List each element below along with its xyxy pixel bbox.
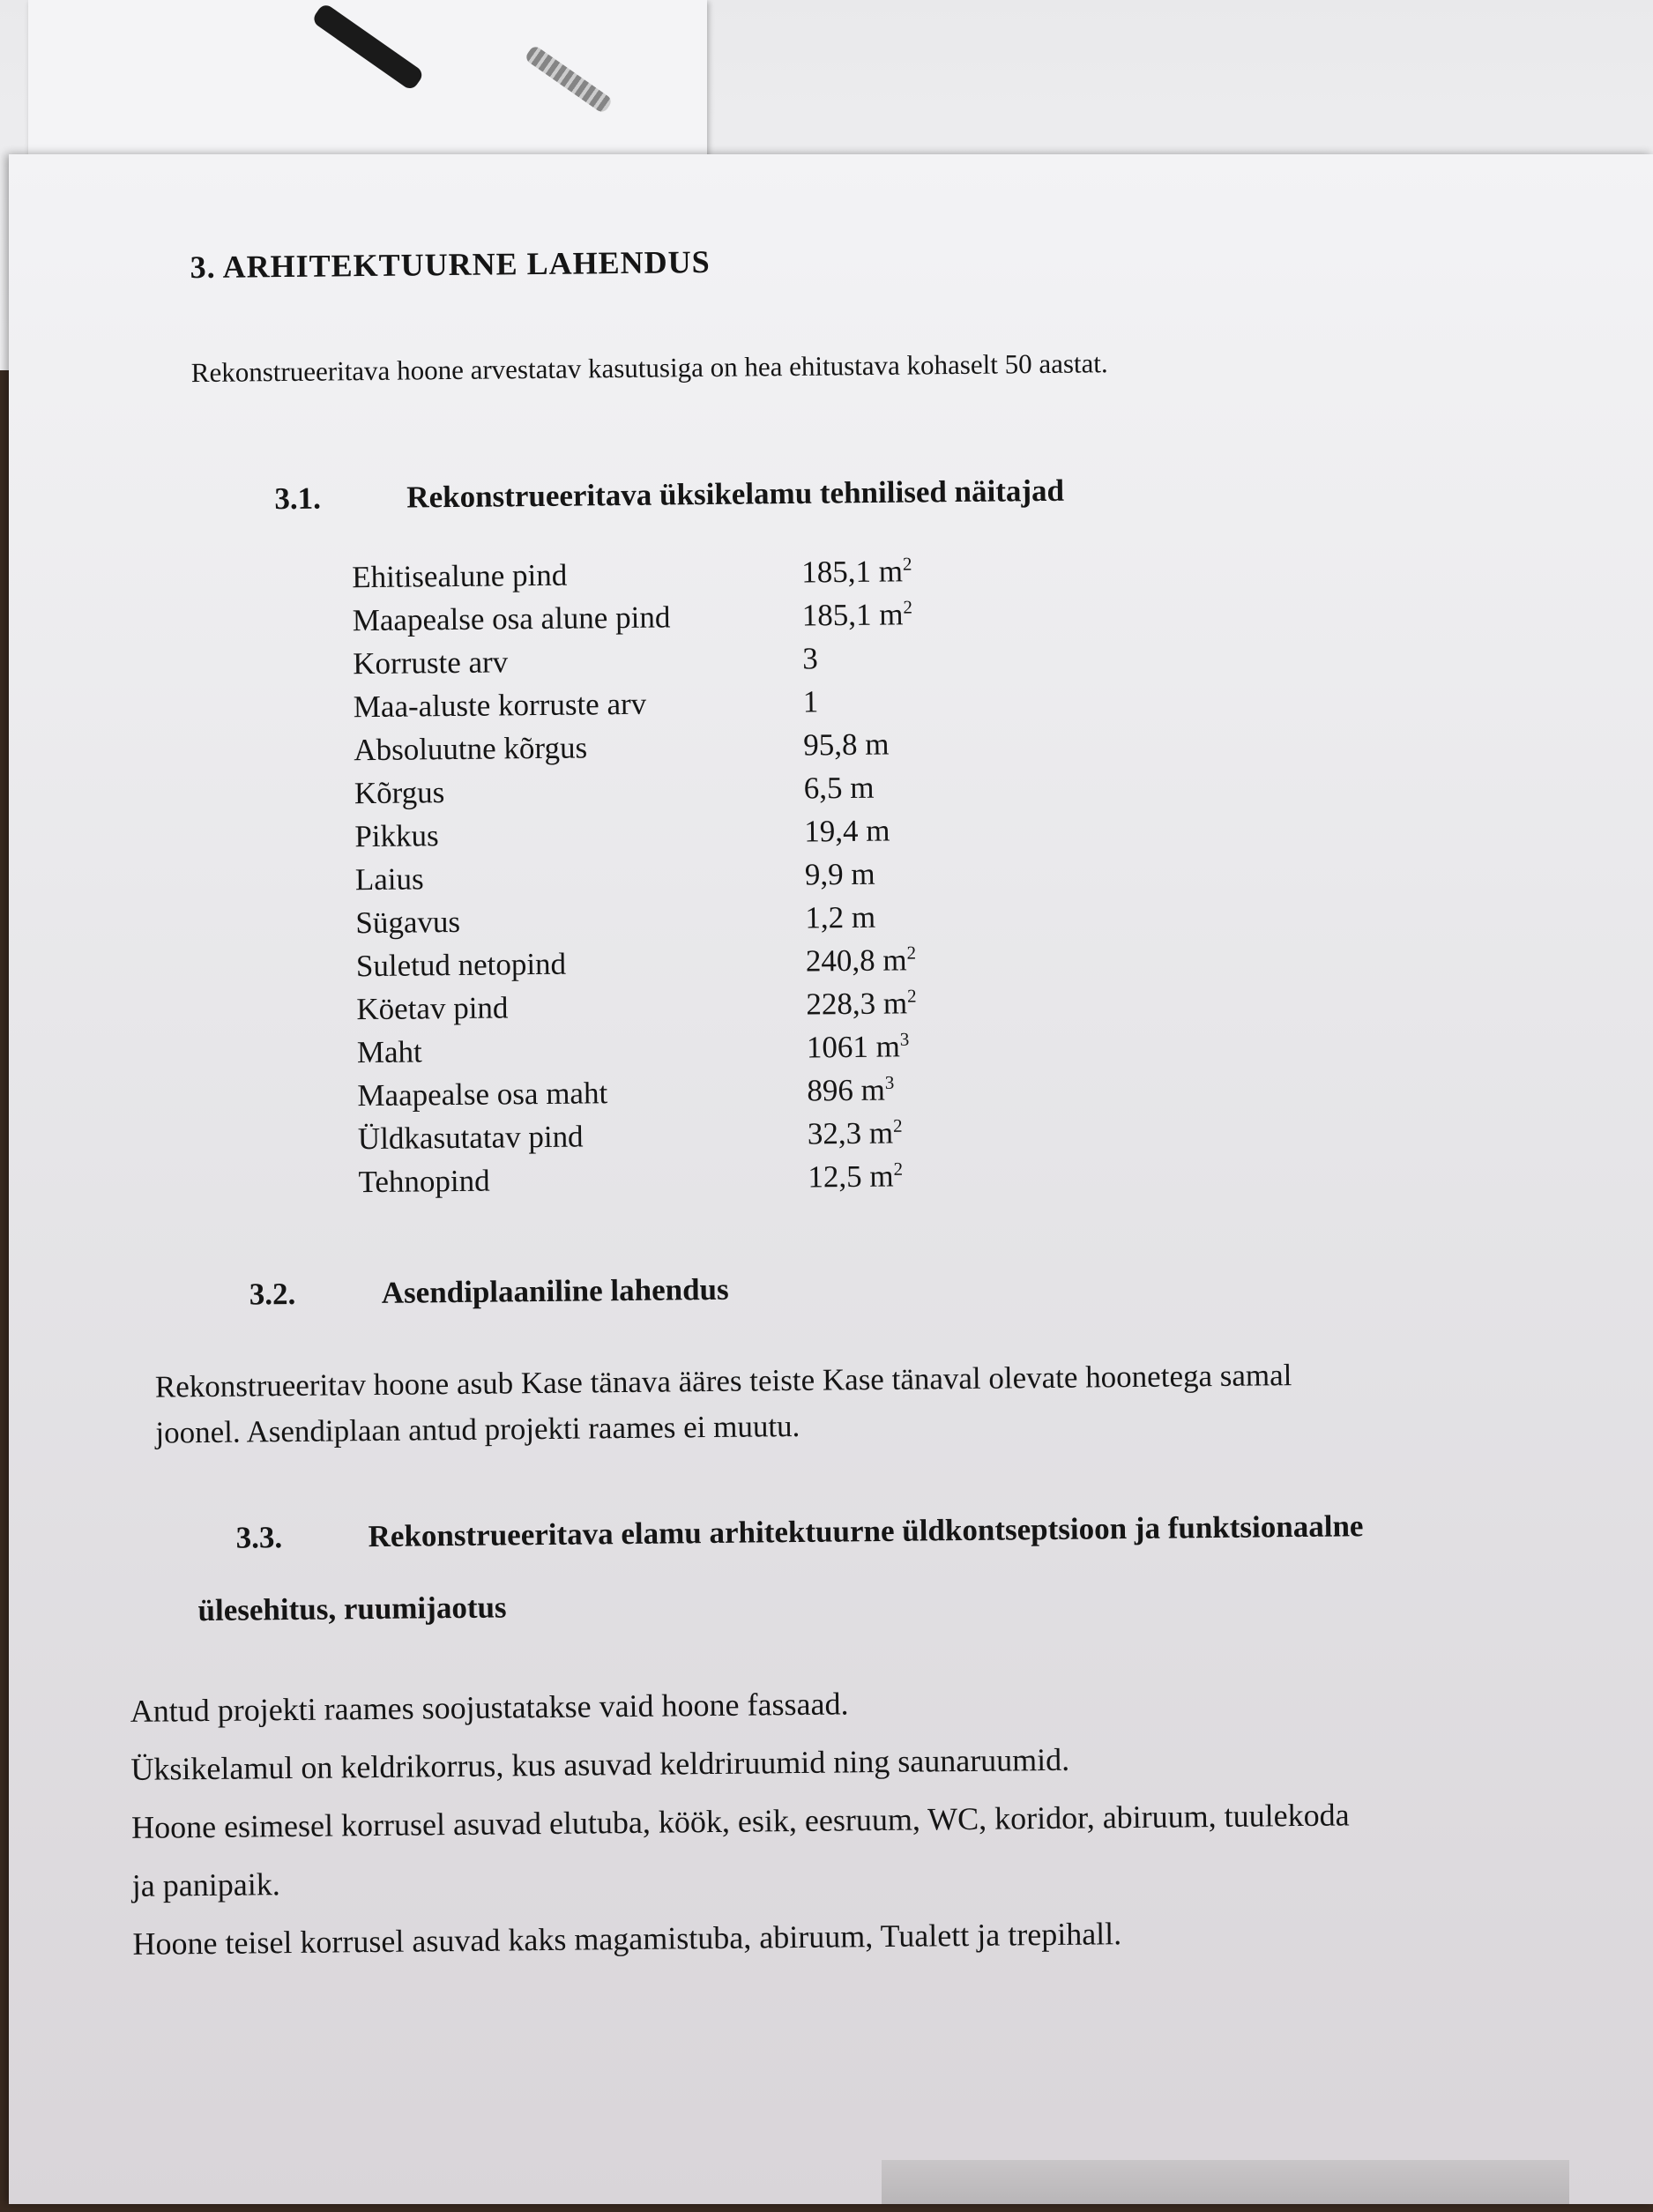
subsection-number: 3.2. [249, 1276, 296, 1312]
paragraph-line: joonel. Asendiplaan antud projekti raames ei muutu. [155, 1408, 800, 1450]
property-label: Laius [354, 860, 424, 897]
property-value: 1,2 m [805, 899, 876, 935]
property-label: Korruste arv [353, 644, 509, 681]
intro-paragraph: Rekonstrueeritava hoone arvestatav kasutusiga on hea ehitustava kohaselt 50 aastat. [190, 347, 1108, 389]
property-row [355, 851, 1069, 901]
subsection-3-2-heading [249, 1272, 729, 1313]
property-label: Maht [356, 1033, 422, 1069]
property-row [354, 721, 1068, 771]
property-row [354, 678, 1068, 728]
property-value: 185,1 $m^2$ [801, 596, 913, 633]
subsection-3-3-paragraphs [130, 1669, 1351, 1972]
subsection-title: Asendiplaaniline lahendus [381, 1271, 729, 1310]
property-row [353, 635, 1067, 685]
subsection-number: 3.3. [235, 1520, 283, 1555]
property-row [355, 894, 1069, 944]
paragraph-line: ja panipaik. [131, 1866, 280, 1903]
property-value: 9,9 m [804, 856, 875, 892]
property-value: 185,1 $m^2$ [801, 553, 912, 590]
technical-properties-table [352, 548, 1073, 1203]
paragraph-line: Hoone teisel korrusel asuvad kaks magamistuba, abiruum, Tualett ja trepihall. [132, 1916, 1122, 1962]
subsection-number: 3.1. [274, 480, 322, 517]
subsection-title: Rekonstrueeritava elamu arhitektuurne üldkontseptsioon ja funktsionaalne [368, 1508, 1364, 1554]
property-value: 6,5 m [803, 770, 875, 806]
property-row [358, 1110, 1072, 1160]
property-label: Maapealse osa maht [357, 1075, 608, 1113]
property-value: 19,4 m [804, 813, 890, 849]
property-value: 1061 $m^3$ [806, 1028, 910, 1065]
property-label: Üldkasutatav pind [357, 1119, 584, 1156]
property-row [357, 1024, 1071, 1074]
paragraph-line: Rekonstrueeritav hoone asub Kase tänava ääres teiste Kase tänaval olevate hoonetega samal [154, 1358, 1292, 1404]
property-label: Absoluutne kõrgus [354, 729, 588, 767]
subsection-3-1-heading [274, 473, 1064, 517]
property-value: 3 [802, 641, 818, 676]
paragraph-line: Hoone esimesel korrusel asuvad elutuba, köök, esik, eesruum, WC, koridor, abiruum, tuulekoda [130, 1797, 1350, 1845]
property-row [353, 592, 1067, 642]
property-value: 896 $m^3$ [807, 1071, 895, 1108]
property-row [354, 808, 1068, 858]
property-value: 1 [802, 684, 819, 719]
property-label: Kõrgus [354, 774, 445, 810]
subsection-title: Rekonstrueeritava üksikelamu tehnilised näitajad [406, 473, 1065, 515]
property-label: Maa-aluste korruste arv [353, 686, 647, 724]
property-row [356, 980, 1070, 1031]
property-value: 12,5 $m^2$ [808, 1158, 904, 1195]
property-row [356, 937, 1070, 987]
paragraph-line: Üksikelamul on keldrikorrus, kus asuvad keldriruumid ning saunaruumid. [130, 1741, 1070, 1787]
paragraph-line: Antud projekti raames soojustatakse vaid hoone fassaad. [130, 1686, 849, 1729]
property-label: Sügavus [355, 904, 461, 940]
section-number: 3. [190, 249, 216, 286]
property-label: Maapealse osa alune pind [352, 599, 671, 637]
property-row [354, 764, 1068, 815]
property-value: 228,3 $m^2$ [806, 985, 917, 1022]
property-row [357, 1067, 1071, 1117]
subsection-3-3-heading-continued: ülesehitus, ruumijaotus [197, 1590, 507, 1628]
property-label: Suletud netopind [355, 946, 567, 983]
section-heading [190, 243, 711, 286]
property-value: 32,3 $m^2$ [807, 1114, 903, 1151]
property-value: 240,8 $m^2$ [805, 942, 917, 979]
subsection-3-3-heading [235, 1508, 1363, 1555]
property-label: Köetav pind [356, 989, 509, 1026]
property-value: 95,8 m [803, 726, 890, 763]
property-label: Tehnopind [358, 1163, 490, 1199]
property-row [352, 548, 1066, 599]
property-label: Ehitisealune pind [352, 557, 568, 594]
section-title: ARHITEKTUURNE LAHENDUS [222, 243, 711, 285]
property-label: Pikkus [354, 817, 439, 853]
subsection-3-2-paragraph [155, 1352, 1293, 1456]
property-row [358, 1153, 1072, 1203]
